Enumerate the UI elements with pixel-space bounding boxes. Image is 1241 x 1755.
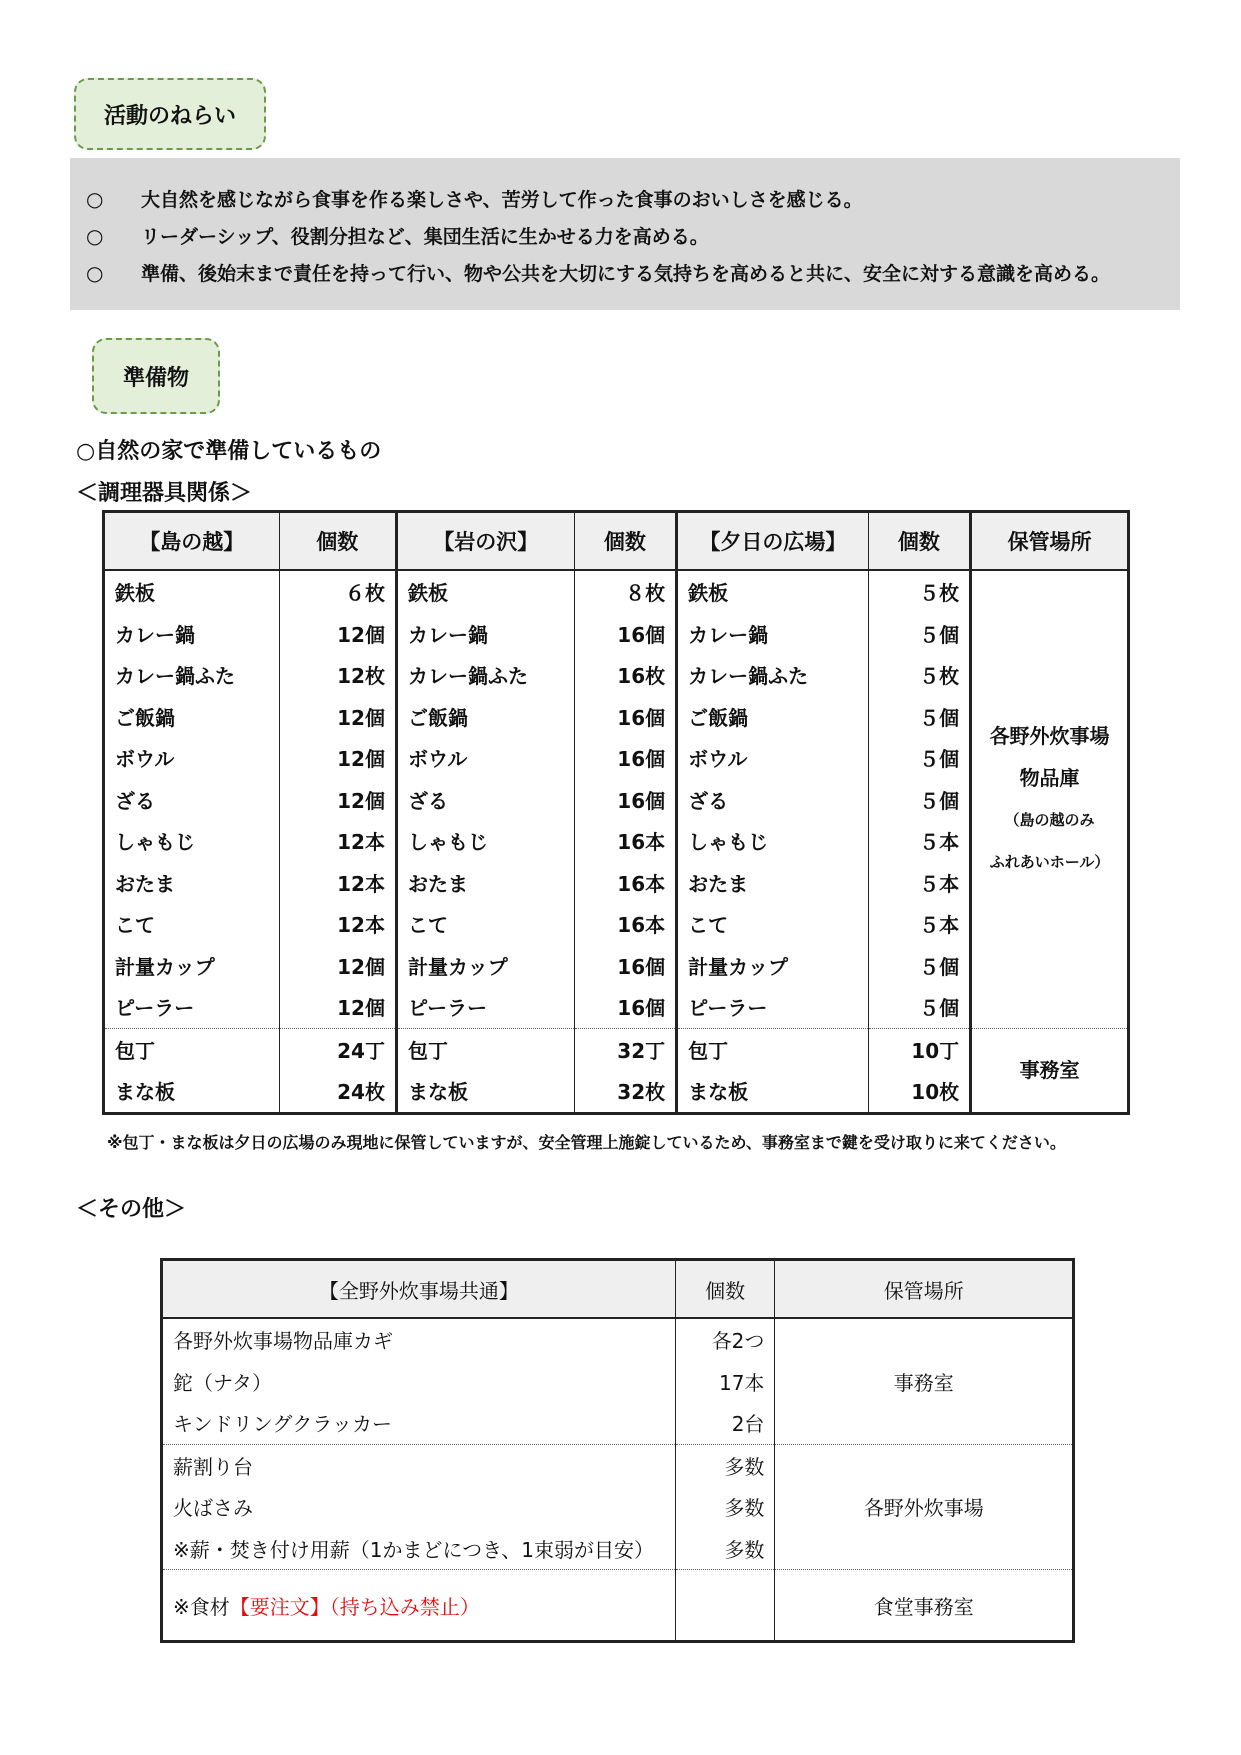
table-row bbox=[162, 1570, 1074, 1642]
item-name: ボウル bbox=[396, 737, 574, 779]
item-count: 各2つ bbox=[675, 1318, 775, 1361]
item-count bbox=[675, 1570, 775, 1642]
item-count: 12枚 bbox=[279, 654, 396, 696]
item-name: おたま bbox=[677, 862, 868, 904]
aim-text: リーダーシップ、役割分担など、集団生活に生かせる力を高める。 bbox=[141, 226, 709, 248]
item-count: 多数 bbox=[675, 1528, 775, 1570]
item-count: 多数 bbox=[675, 1444, 775, 1486]
table-row bbox=[104, 570, 1129, 613]
storage-location bbox=[971, 570, 1129, 1028]
item-count: ５個 bbox=[868, 945, 971, 987]
col-header: 個数 bbox=[675, 1260, 775, 1319]
prep-title: 準備物 bbox=[122, 365, 189, 391]
item-name: カレー鍋 bbox=[396, 613, 574, 655]
item-name: 包丁 bbox=[104, 1028, 280, 1070]
storage-line: 各野外炊事場 bbox=[989, 724, 1110, 749]
item-name: 鉈（ナタ） bbox=[173, 1370, 272, 1395]
item-name: カレー鍋ふた bbox=[396, 654, 574, 696]
item-name: こて bbox=[396, 903, 574, 945]
item-count: ５枚 bbox=[868, 570, 971, 613]
prep-subtitle: ○自然の家で準備しているもの bbox=[76, 439, 382, 464]
item-count: 16個 bbox=[574, 737, 677, 779]
item-name: カレー鍋 bbox=[115, 622, 195, 647]
item-name: 火ばさみ bbox=[173, 1496, 253, 1521]
aim-item bbox=[70, 254, 1180, 291]
table-header-row bbox=[162, 1260, 1074, 1319]
item-name: 鉄板 bbox=[396, 570, 574, 613]
item-count: ８枚 bbox=[574, 570, 677, 613]
item-count: 32枚 bbox=[574, 1070, 677, 1113]
item-name: おたま bbox=[115, 871, 175, 896]
col-header: 【島の越】 bbox=[104, 512, 280, 571]
item-name: ピーラー bbox=[396, 986, 574, 1028]
item-name: ボウル bbox=[677, 737, 868, 779]
aim-item bbox=[70, 217, 1180, 254]
item-name: しゃもじ bbox=[396, 820, 574, 862]
table-row bbox=[162, 1318, 1074, 1361]
item-count: 16枚 bbox=[574, 654, 677, 696]
item-name: 薪割り台 bbox=[162, 1444, 676, 1486]
cookware-table bbox=[102, 510, 1130, 1115]
item-count: 32丁 bbox=[574, 1028, 677, 1070]
item-name: まな板 bbox=[115, 1080, 175, 1105]
col-header: 個数 bbox=[279, 512, 396, 571]
food-label: ※食材 bbox=[173, 1594, 230, 1619]
item-count: 12本 bbox=[279, 820, 396, 862]
col-header: 個数 bbox=[868, 512, 971, 571]
col-header: 保管場所 bbox=[971, 512, 1129, 571]
item-count: 16個 bbox=[574, 945, 677, 987]
storage-line: ふれあいホール） bbox=[989, 853, 1110, 872]
aim-text: 準備、後始末まで責任を持って行い、物や公共を大切にする気持ちを高めると共に、安全に対する意識を高める。 bbox=[141, 263, 1111, 285]
item-count: 16本 bbox=[574, 820, 677, 862]
item-count: 16個 bbox=[574, 696, 677, 738]
key-note: ※包丁・まな板は夕日の広場のみ現地に保管していますが、安全管理上施錠しているため、事務室まで鍵を受け取りに来てください。 bbox=[107, 1133, 1066, 1152]
storage-line: （島の越のみ bbox=[1004, 811, 1095, 830]
item-name: 計量カップ bbox=[115, 954, 215, 979]
other-heading: ＜その他＞ bbox=[76, 1197, 187, 1222]
item-count: 10枚 bbox=[868, 1070, 971, 1113]
item-count: 2台 bbox=[675, 1402, 775, 1444]
item-count: 17本 bbox=[675, 1361, 775, 1403]
item-name: しゃもじ bbox=[115, 830, 195, 855]
aims-title: 活動のねらい bbox=[103, 103, 236, 129]
col-header: 【夕日の広場】 bbox=[677, 512, 868, 571]
item-count: 12個 bbox=[279, 613, 396, 655]
item-count: 10丁 bbox=[868, 1028, 971, 1070]
item-count: 12本 bbox=[279, 862, 396, 904]
other-table bbox=[160, 1258, 1075, 1643]
item-name: ざる bbox=[396, 779, 574, 821]
item-name: まな板 bbox=[396, 1070, 574, 1113]
item-count: ５本 bbox=[868, 820, 971, 862]
food-item bbox=[162, 1570, 676, 1642]
item-count: 16個 bbox=[574, 986, 677, 1028]
col-header: 【全野外炊事場共通】 bbox=[162, 1260, 676, 1319]
item-count: 12個 bbox=[279, 986, 396, 1028]
item-name: 鉄板 bbox=[677, 570, 868, 613]
item-count: ５個 bbox=[868, 696, 971, 738]
item-name: 計量カップ bbox=[677, 945, 868, 987]
item-count: ５個 bbox=[868, 737, 971, 779]
item-count: ５本 bbox=[868, 903, 971, 945]
item-name: こて bbox=[115, 913, 155, 938]
item-name: 各野外炊事場物品庫カギ bbox=[173, 1329, 393, 1354]
item-name: こて bbox=[677, 903, 868, 945]
item-count: 24丁 bbox=[279, 1028, 396, 1070]
item-count: ６枚 bbox=[279, 570, 396, 613]
item-name: ピーラー bbox=[677, 986, 868, 1028]
aims-title-tag bbox=[74, 78, 266, 150]
food-warning: 【要注文】（持ち込み禁止） bbox=[229, 1594, 480, 1619]
item-name: おたま bbox=[396, 862, 574, 904]
table-row bbox=[162, 1444, 1074, 1486]
item-count: 多数 bbox=[675, 1486, 775, 1528]
item-name: 包丁 bbox=[396, 1028, 574, 1070]
table-header-row bbox=[104, 512, 1129, 571]
item-name: ご飯鍋 bbox=[396, 696, 574, 738]
item-count: 24枚 bbox=[279, 1070, 396, 1113]
bullet-icon: ○ bbox=[86, 223, 104, 248]
bullet-icon: ○ bbox=[86, 260, 104, 285]
item-name: 計量カップ bbox=[396, 945, 574, 987]
storage-location: 事務室 bbox=[775, 1318, 1074, 1444]
item-count: 16本 bbox=[574, 903, 677, 945]
item-count: 12個 bbox=[279, 779, 396, 821]
item-count: 16個 bbox=[574, 613, 677, 655]
item-count: ５個 bbox=[868, 613, 971, 655]
storage-location: 各野外炊事場 bbox=[775, 1444, 1074, 1570]
storage-location: 食堂事務室 bbox=[775, 1570, 1074, 1642]
item-count: 12本 bbox=[279, 903, 396, 945]
item-name: カレー鍋ふた bbox=[677, 654, 868, 696]
aim-text: 大自然を感じながら食事を作る楽しさや、苦労して作った食事のおいしさを感じる。 bbox=[141, 189, 863, 211]
item-name: ざる bbox=[115, 788, 155, 813]
item-count: 16本 bbox=[574, 862, 677, 904]
col-header: 【岩の沢】 bbox=[396, 512, 574, 571]
item-name: ご飯鍋 bbox=[677, 696, 868, 738]
item-name: 包丁 bbox=[677, 1028, 868, 1070]
item-name: カレー鍋ふた bbox=[115, 664, 235, 689]
item-name: まな板 bbox=[677, 1070, 868, 1113]
item-count: 16個 bbox=[574, 779, 677, 821]
col-header: 個数 bbox=[574, 512, 677, 571]
storage-location: 事務室 bbox=[971, 1028, 1129, 1113]
item-name: カレー鍋 bbox=[677, 613, 868, 655]
prep-title-tag bbox=[92, 338, 220, 414]
item-name: ボウル bbox=[115, 747, 175, 772]
cookware-heading: ＜調理器具関係＞ bbox=[76, 481, 253, 506]
item-name: ピーラー bbox=[115, 996, 195, 1021]
item-name: キンドリングクラッカー bbox=[173, 1412, 392, 1437]
item-count: 12個 bbox=[279, 737, 396, 779]
item-count: ５枚 bbox=[868, 654, 971, 696]
item-name: しゃもじ bbox=[677, 820, 868, 862]
storage-line: 物品庫 bbox=[1019, 766, 1080, 791]
item-count: ５個 bbox=[868, 779, 971, 821]
item-name: ※薪・焚き付け用薪（1かまどにつき、1束弱が目安） bbox=[173, 1537, 655, 1562]
item-count: 12個 bbox=[279, 696, 396, 738]
aim-item bbox=[70, 180, 1180, 217]
bullet-icon: ○ bbox=[86, 186, 104, 211]
aims-box bbox=[70, 158, 1180, 310]
item-count: ５本 bbox=[868, 862, 971, 904]
item-name: ざる bbox=[677, 779, 868, 821]
item-count: 12個 bbox=[279, 945, 396, 987]
col-header: 保管場所 bbox=[775, 1260, 1074, 1319]
item-name: ご飯鍋 bbox=[115, 705, 175, 730]
item-name: 鉄板 bbox=[115, 581, 155, 606]
item-count: ５個 bbox=[868, 986, 971, 1028]
table-row bbox=[104, 1028, 1129, 1070]
